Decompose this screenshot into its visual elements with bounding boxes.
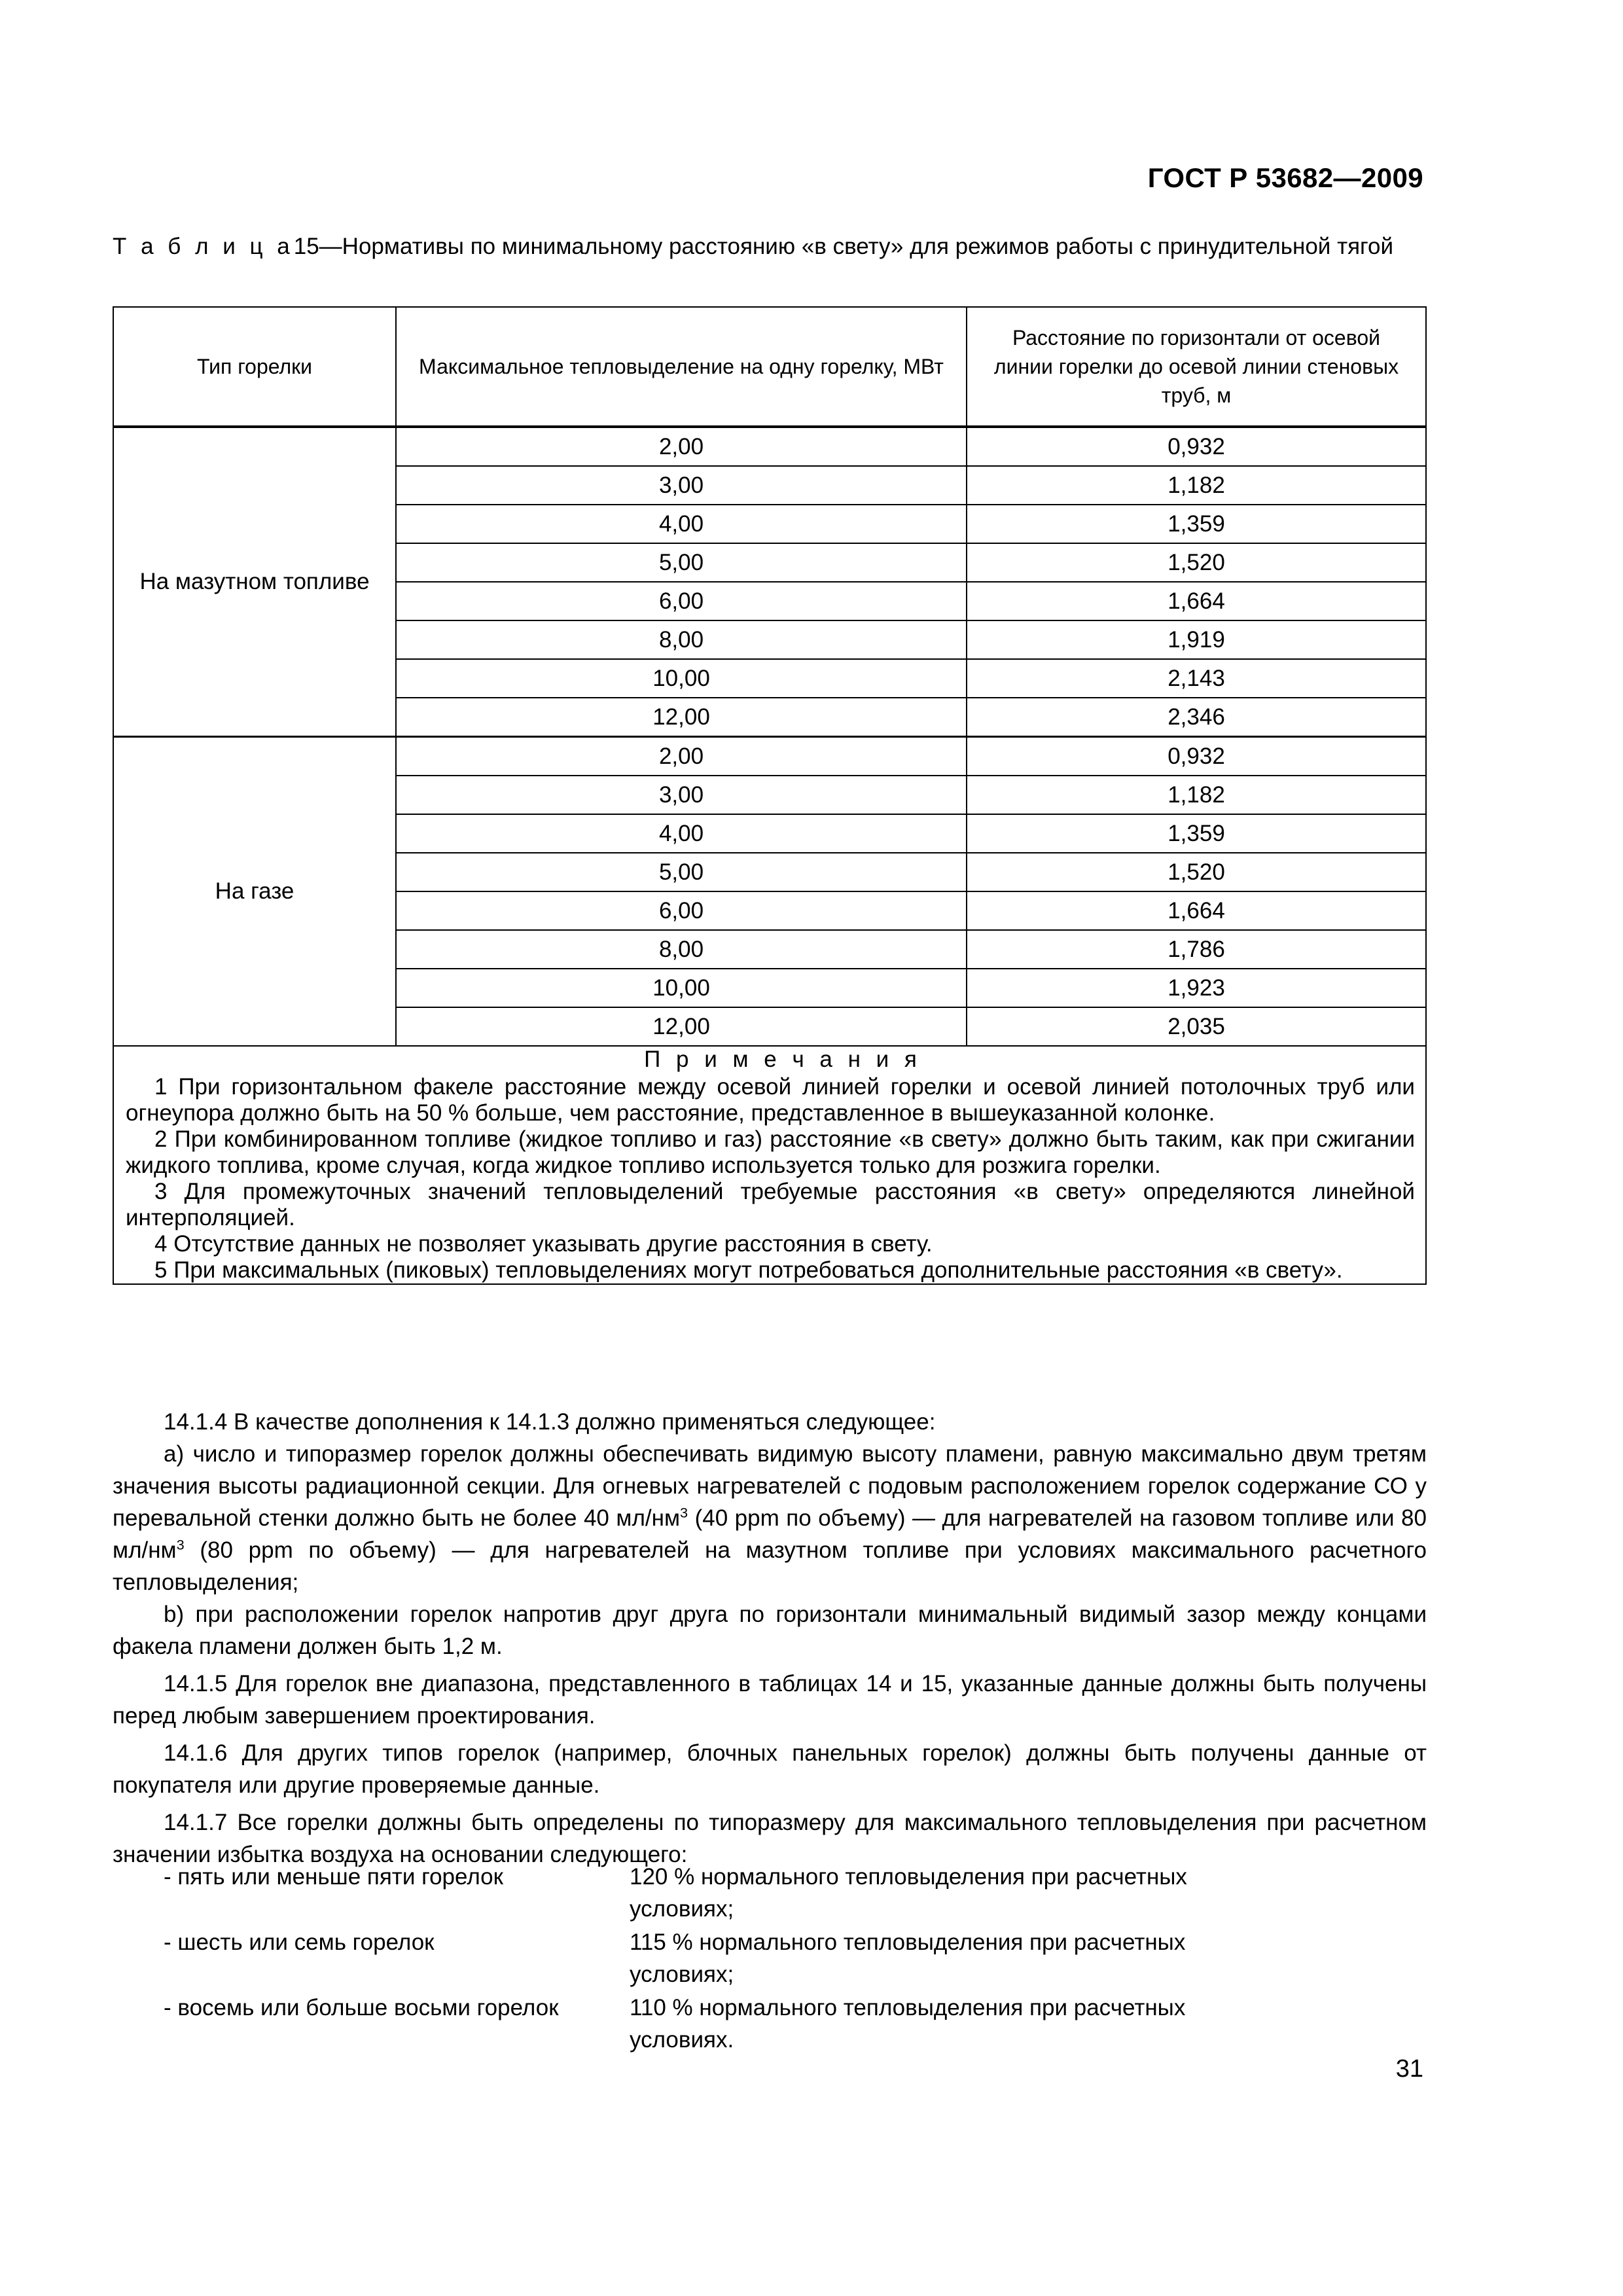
cell-heat: 8,00 — [396, 620, 967, 659]
norms-table-container — [113, 306, 1425, 1285]
item-a-text-2: (40 ppm по объему) — для нагревателей на газовом топливе или 80 мл/нм — [113, 1505, 1427, 1563]
cell-distance: 1,786 — [967, 930, 1426, 969]
cell-heat: 3,00 — [396, 776, 967, 814]
cell-distance: 1,923 — [967, 969, 1426, 1007]
cell-heat: 8,00 — [396, 930, 967, 969]
table-caption-text: Нормативы по минимальному расстоянию «в свету» для режимов работы с принудительной тягой — [342, 234, 1394, 259]
clause-14-1-5: 14.1.5 Для горелок вне диапазона, представленного в таблицах 14 и 15, указанные данные должны быть получены перед любым завершением проектирования. — [113, 1671, 1427, 1729]
note-item: 2 При комбинированном топливе (жидкое топливо и газ) расстояние «в свету» должно быть таким, как при сжигании жидкого топлива, кроме случая, когда жидкое топливо используется только для розжига горелки. — [126, 1126, 1415, 1178]
cell-distance: 1,520 — [967, 853, 1426, 891]
clause-14-1-6: 14.1.6 Для других типов горелок (например, блочных панельных горелок) должны быть получены данные от покупателя или другие проверяемые данные. — [113, 1740, 1427, 1798]
cell-distance: 1,359 — [967, 505, 1426, 543]
table-row — [113, 737, 1426, 776]
cell-distance: 2,346 — [967, 698, 1426, 737]
cell-heat: 5,00 — [396, 853, 967, 891]
burner-requirement: 120 % нормального тепловыделения при расчетных условиях; — [630, 1864, 1187, 1922]
table-caption-dash: — — [319, 234, 342, 259]
cell-heat: 4,00 — [396, 505, 967, 543]
list-item — [113, 1926, 1427, 1990]
note-item: 3 Для промежуточных значений тепловыделений требуемые расстояния «в свету» определяются линейной интерполяцией. — [126, 1179, 1415, 1230]
cell-heat: 2,00 — [396, 427, 967, 466]
cell-heat: 10,00 — [396, 969, 967, 1007]
burner-count-requirements — [113, 1861, 1427, 2057]
burner-count-label: - пять или меньше пяти горелок — [164, 1864, 503, 1890]
column-header-burner-type: Тип горелки — [113, 307, 396, 427]
burner-requirement: 115 % нормального тепловыделения при расчетных условиях; — [630, 1929, 1186, 1987]
cell-distance: 1,664 — [967, 582, 1426, 620]
clause-14-1-4-item-b: b) при расположении горелок напротив друг друга по горизонтали минимальный видимый зазор между концами факела пламени должен быть 1,2 м. — [113, 1602, 1427, 1659]
note-item: 1 При горизонтальном факеле расстояние между осевой линией горелки и осевой линией потолочных труб или огнеупора должно быть на 50 % больше, чем расстояние, представленное в вышеуказанной колонке. — [126, 1074, 1415, 1126]
superscript-cubic-1: 3 — [680, 1504, 688, 1521]
running-head: ГОСТ Р 53682—2009 — [1147, 162, 1423, 193]
cell-distance: 0,932 — [967, 427, 1426, 466]
item-a-text-3: (80 ppm по объему) — для нагревателей на мазутном топливе при условиях максимального расчетного тепловыделения; — [113, 1537, 1427, 1595]
cell-heat: 4,00 — [396, 814, 967, 853]
clause-14-1-4: 14.1.4 В качестве дополнения к 14.1.3 должно применяться следующее: — [164, 1409, 936, 1435]
cell-heat: 2,00 — [396, 737, 967, 776]
burner-count-label: - шесть или семь горелок — [164, 1929, 435, 1955]
table-notes — [113, 1046, 1426, 1284]
list-item — [113, 1861, 1427, 1925]
superscript-cubic-2: 3 — [176, 1536, 185, 1553]
table-body — [113, 427, 1426, 1284]
table-row — [113, 427, 1426, 466]
table-caption-number: 15 — [293, 234, 319, 259]
table-head — [113, 307, 1426, 427]
column-header-max-heat-release: Максимальное тепловыделение на одну горелку, МВт — [396, 307, 967, 427]
note-item: 4 Отсутствие данных не позволяет указывать другие расстояния в свету. — [154, 1231, 933, 1257]
cell-distance: 0,932 — [967, 737, 1426, 776]
cell-heat: 5,00 — [396, 543, 967, 582]
cell-distance: 1,919 — [967, 620, 1426, 659]
cell-heat: 12,00 — [396, 1007, 967, 1046]
table-caption — [113, 230, 1427, 262]
table-header-row — [113, 307, 1426, 427]
item-a-text-1: a) число и типоразмер горелок должны обеспечивать видимую высоту пламени, равную максимально двум третям значения высоты радиационной секции. Для огневых нагревателей с подовым расположением горелок содержание СО у перевальной стенки должно быть не более 40 мл/нм — [113, 1441, 1427, 1531]
body-text — [113, 1406, 1427, 1871]
group-label-gas: На газе — [113, 737, 396, 1047]
cell-distance: 1,359 — [967, 814, 1426, 853]
note-item: 5 При максимальных (пиковых) тепловыделениях могут потребоваться дополнительные расстояния «в свету». — [154, 1257, 1343, 1283]
cell-distance: 1,520 — [967, 543, 1426, 582]
table-caption-label: Т а б л и ц а — [113, 234, 294, 259]
list-item — [113, 1992, 1427, 2056]
cell-distance: 2,035 — [967, 1007, 1426, 1046]
cell-heat: 10,00 — [396, 659, 967, 698]
clause-14-1-4-item-a — [113, 1438, 1427, 1598]
cell-distance: 1,182 — [967, 466, 1426, 505]
table-notes-row — [113, 1046, 1426, 1284]
clause-14-1-7: 14.1.7 Все горелки должны быть определены по типоразмеру для максимального тепловыделения при расчетном значении избытка воздуха на основании следующего: — [113, 1810, 1427, 1867]
cell-distance: 2,143 — [967, 659, 1426, 698]
column-header-horizontal-distance: Расстояние по горизонтали от осевой линии горелки до осевой линии стеновых труб, м — [967, 307, 1426, 427]
notes-title: П р и м е ч а н и я — [644, 1047, 921, 1072]
burner-requirement: 110 % нормального тепловыделения при расчетных условиях. — [630, 1995, 1186, 2053]
cell-heat: 6,00 — [396, 582, 967, 620]
cell-distance: 1,664 — [967, 891, 1426, 930]
cell-distance: 1,182 — [967, 776, 1426, 814]
norms-table — [113, 306, 1427, 1285]
cell-heat: 6,00 — [396, 891, 967, 930]
burner-count-label: - восемь или больше восьми горелок — [164, 1995, 559, 2020]
group-label-mazut: На мазутном топливе — [113, 427, 396, 737]
cell-heat: 3,00 — [396, 466, 967, 505]
cell-heat: 12,00 — [396, 698, 967, 737]
page-number: 31 — [1395, 2055, 1423, 2083]
